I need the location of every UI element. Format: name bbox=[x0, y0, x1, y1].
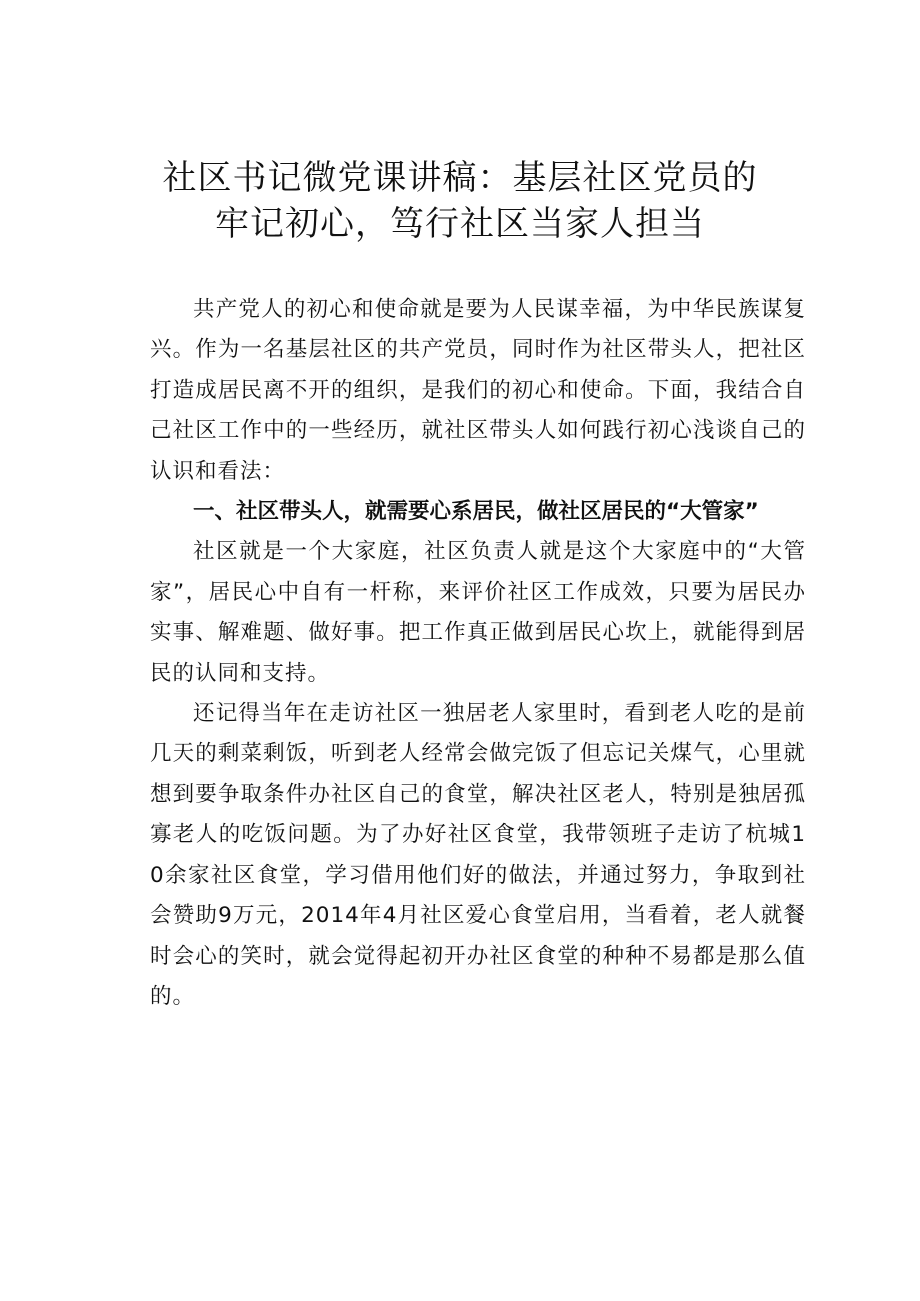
title-line-2: 牢记初心，笃行社区当家人担当 bbox=[215, 204, 705, 244]
section-heading-1: 一、社区带头人，就需要心系居民，做社区居民的“大管家” bbox=[193, 499, 759, 525]
paragraph-intro: 共产党人的初心和使命就是要为人民谋幸福，为中华民族谋复兴。作为一名基层社区的共产党员，同时作为社区带头人，把社区打造成居民离不开的组织，是我们的初心和使命。下面，我结合自己社区工作中的一些经历，就社区带头人如何践行初心浅谈自己的认识和看法： bbox=[150, 297, 806, 484]
paragraph-community-family: 社区就是一个大家庭，社区负责人就是这个大家庭中的“大管家”，居民心中自有一杆称，来评价社区工作成效，只要为居民办实事、解难题、做好事。把工作真正做到居民心坎上，就能得到居民的认同和支持。 bbox=[150, 539, 806, 686]
title-line-1: 社区书记微党课讲稿：基层社区党员的 bbox=[162, 158, 758, 198]
document-body bbox=[150, 290, 806, 1017]
document-title bbox=[0, 155, 920, 247]
paragraph-canteen-story: 还记得当年在走访社区一独居老人家里时，看到老人吃的是前几天的剩菜剩饭，听到老人经常会做完饭了但忘记关煤气，心里就想到要争取条件办社区自己的食堂，解决社区老人，特别是独居孤寡老人的吃饭问题。为了办好社区食堂，我带领班子走访了杭城10余家社区食堂，学习借用他们好的做法，并通过努力，争取到社会赞助9万元，2014年4月社区爱心食堂启用，当看着，老人就餐时会心的笑时，就会觉得起初开办社区食堂的种种不易都是那么值的。 bbox=[150, 701, 806, 1009]
